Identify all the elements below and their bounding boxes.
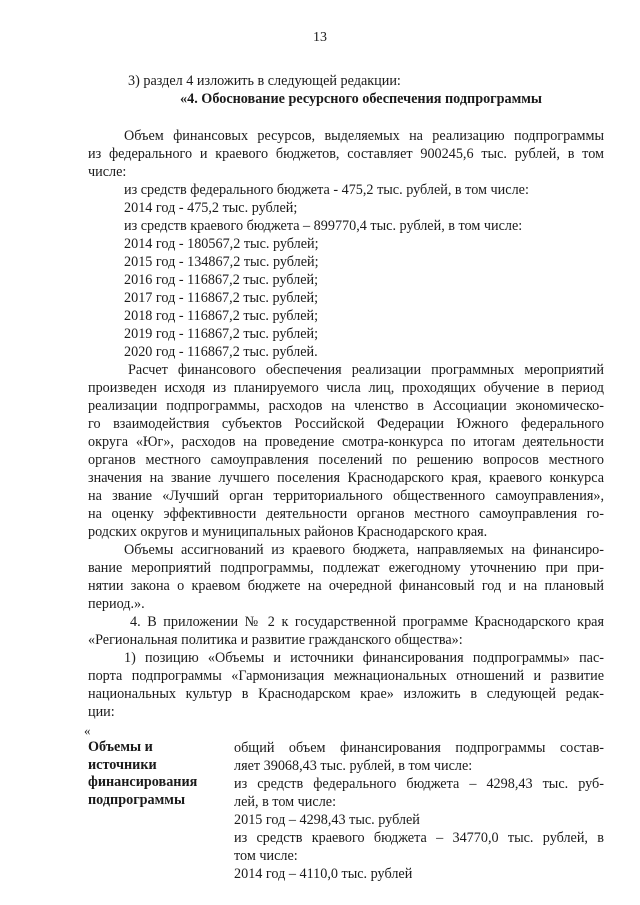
table-value-line: том числе: <box>234 848 298 864</box>
para5-line: 1) позицию «Объемы и источники финансирования подпрограммы» пас- <box>124 650 604 666</box>
para3-line: вание мероприятий подпрограммы, подлежат ежегодному уточнению при при- <box>88 560 604 576</box>
funding-line: 2020 год - 116867,2 тыс. рублей. <box>124 344 318 360</box>
table-label-line: подпрограммы <box>88 791 186 808</box>
table-value-line: 2015 год – 4298,43 тыс. рублей <box>234 812 420 828</box>
funding-line: 2015 год - 134867,2 тыс. рублей; <box>124 254 319 270</box>
para5-line: порта подпрограммы «Гармонизация межнациональных отношений и развитие <box>88 668 604 684</box>
para2-line: органов местного самоуправления поселений по решению вопросов местного <box>88 452 604 468</box>
section-title: «4. Обоснование ресурсного обеспечения подпрограммы <box>180 91 543 107</box>
funding-line: 2019 год - 116867,2 тыс. рублей; <box>124 326 319 342</box>
table-value-line: из средств краевого бюджета – 34770,0 тыс. рублей, в <box>234 830 604 846</box>
funding-line: из средств федерального бюджета - 475,2 тыс. рублей, в том числе: <box>124 182 529 198</box>
para3-line: нятии закона о краевом бюджете на очередной финансовый год и на плановый <box>88 578 604 594</box>
table-value-line: 2014 год – 4110,0 тыс. рублей <box>234 866 413 882</box>
page-number: 13 <box>313 30 327 45</box>
para5-line: национальных культур в Краснодарском крае» изложить в следующей редак- <box>88 686 604 702</box>
funding-line: 2014 год - 475,2 тыс. рублей; <box>124 200 298 216</box>
para2-line: на оценку эффективности деятельности органов местного самоуправления го- <box>88 506 604 522</box>
intro-line: 3) раздел 4 изложить в следующей редакции: <box>128 73 401 89</box>
table-value-line: из средств федерального бюджета – 4298,43 тыс. руб- <box>234 776 604 792</box>
para2-line: Расчет финансового обеспечения реализации программных мероприятий <box>128 362 604 378</box>
opening-quote: « <box>84 723 91 738</box>
table-label <box>88 739 218 809</box>
para5-line: ции: <box>88 704 115 720</box>
funding-line: 2018 год - 116867,2 тыс. рублей; <box>124 308 319 324</box>
para4-line: «Региональная политика и развитие гражданского общества»: <box>88 632 463 648</box>
para2-line: го взаимодействия субъектов Российской Федерации Южного федерального <box>88 416 604 432</box>
para2-line: произведен исходя из планируемого числа лиц, проходящих обучение в период <box>88 380 604 396</box>
para4-line: 4. В приложении № 2 к государственной программе Краснодарского края <box>130 614 604 630</box>
para2-line: значения на звание лучшего поселения Краснодарского края, краевого конкурса <box>88 470 604 486</box>
para2-line: родских округов и муниципальных районов Краснодарского края. <box>88 524 488 540</box>
para1-line: из федерального и краевого бюджетов, составляет 900245,6 тыс. рублей, в том <box>88 146 604 162</box>
table-label-line: источники <box>88 756 157 773</box>
funding-line: из средств краевого бюджета – 899770,4 тыс. рублей, в том числе: <box>124 218 523 234</box>
para3-line: период.». <box>88 596 145 612</box>
table-label-line: Объемы и <box>88 739 153 755</box>
para2-line: округа «Юг», расходов на проведение смотра-конкурса по итогам деятельности <box>88 434 604 450</box>
para2-line: реализации подпрограммы, расходов на членство в Ассоциации экономическо- <box>88 398 604 414</box>
para1-line: Объем финансовых ресурсов, выделяемых на реализацию подпрограммы <box>124 128 604 144</box>
para3-line: Объемы ассигнований из краевого бюджета, направляемых на финансиро- <box>124 542 604 558</box>
funding-line: 2016 год - 116867,2 тыс. рублей; <box>124 272 319 288</box>
para1-line: числе: <box>88 164 127 180</box>
table-value-line: общий объем финансирования подпрограммы состав- <box>234 740 604 756</box>
table-value-line: ляет 39068,43 тыс. рублей, в том числе: <box>234 758 473 774</box>
table-value-line: лей, в том числе: <box>234 794 337 810</box>
table-label-line: финансирования <box>88 774 198 790</box>
funding-line: 2014 год - 180567,2 тыс. рублей; <box>124 236 319 252</box>
para2-line: на звание «Лучший орган территориального общественного самоуправления», <box>88 488 604 504</box>
funding-line: 2017 год - 116867,2 тыс. рублей; <box>124 290 319 306</box>
